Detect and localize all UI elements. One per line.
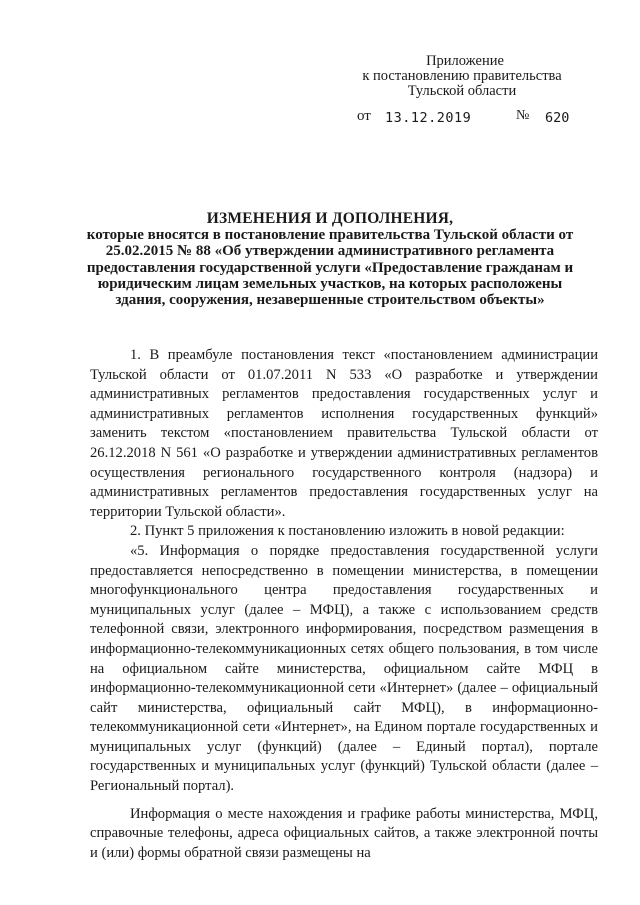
appendix-label: Приложение: [426, 53, 504, 69]
paragraph-3: «5. Информация о порядке предоставления государственной услуги предоставляется непосредственно в помещении министерства, в помещении многофункционального центра предоставления государственных и муниципальных услуг (далее – МФЦ), а также с использованием средств телефонной связи, электронного информирования, посредством размещения в информационно-телекоммуникационных сетях общего пользования, в том числе на официальном сайте министерства, официальном сайте МФЦ в информационно-телекоммуникационной сети «Интернет» (далее – официальный сайт министерства, официальный сайт МФЦ), в информационно-телекоммуникационной сети «Интернет», на Едином портале государственных и муниципальных услуг (функций) (далее – Единый портал), портале государственных и муниципальных услуг (функций) Тульской области (далее – Региональный портал).: [90, 542, 598, 795]
number-sign: №: [516, 108, 530, 123]
document-date: 13.12.2019: [385, 110, 472, 126]
title-subtitle: которые вносятся в постановление правительства Тульской области от 25.02.2015 № 88 «Об утверждении административного регламента предоставления государственной услуги «Предоставление гражданам и юридическим лицам земельных участков, на которых расположены здания, сооружения, незавершенные строительством объекты»: [86, 227, 574, 309]
paragraph-2: 2. Пункт 5 приложения к постановлению изложить в новой редакции:: [130, 523, 565, 540]
document-title: [80, 211, 580, 308]
appendix-header: [352, 54, 572, 99]
date-prefix: от: [357, 108, 371, 124]
appendix-reference: к постановлению правительства: [362, 68, 562, 84]
paragraph-1: 1. В преамбуле постановления текст «постановлением администрации Тульской области от 01.07.2011 N 533 «О разработке и утверждении административных регламентов предоставления государственных услуг и административных регламентов исполнения государственных функций» заменить текстом «постановлением правительства Тульской области от 26.12.2018 N 561 «О разработке и утверждении административных регламентов осуществления регионального государственного контроля (надзора) и административных регламентов предоставления государственных услуг на территории Тульской области».: [90, 347, 598, 520]
document-body: [90, 346, 598, 863]
document-number: 620: [545, 110, 570, 126]
appendix-region: Тульской области: [407, 83, 517, 99]
title-main: ИЗМЕНЕНИЯ И ДОПОЛНЕНИЯ,: [206, 210, 454, 227]
paragraph-4: Информация о месте нахождения и графике работы министерства, МФЦ, справочные телефоны, адреса официальных сайтов, а также электронной почты и (или) формы обратной связи размещены на: [90, 805, 598, 861]
document-date-number: [0, 108, 640, 128]
